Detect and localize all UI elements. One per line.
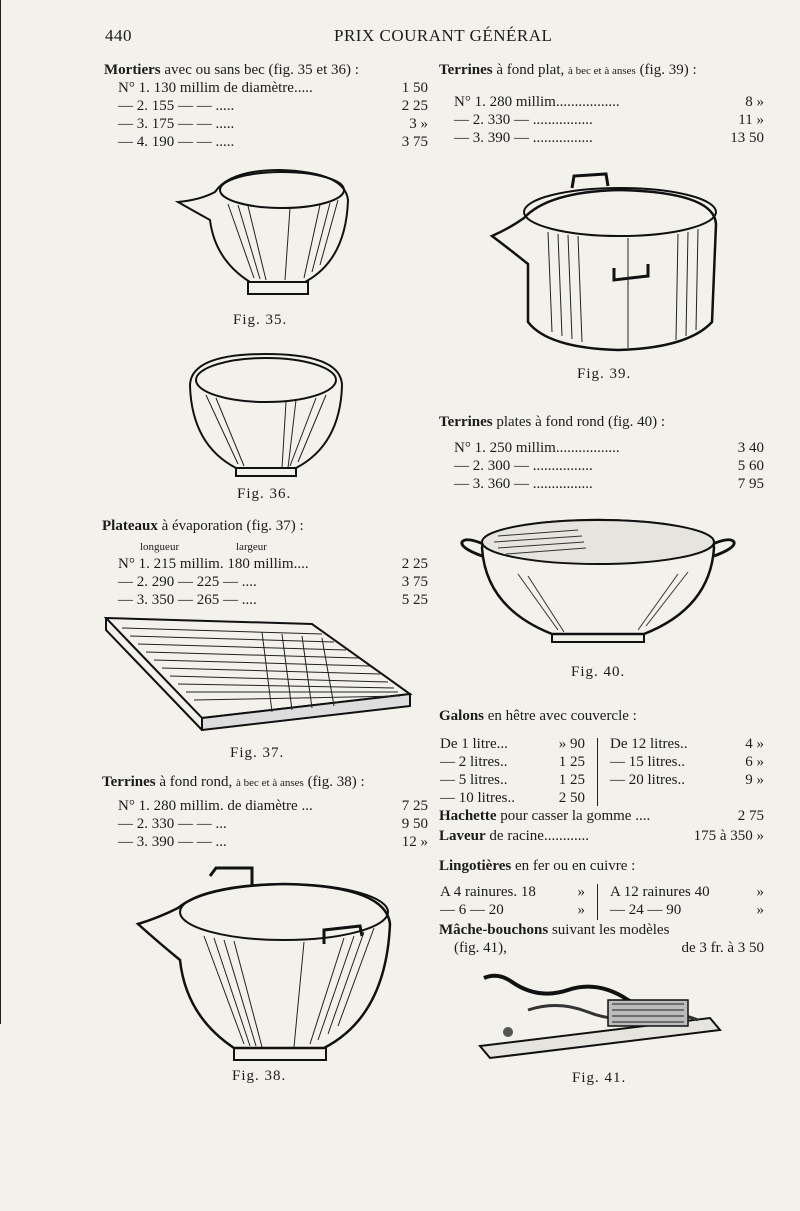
lingotieres-right-price-1: »	[756, 884, 764, 900]
mortiers-item-4: — 4. 190 — — .....	[118, 134, 235, 150]
plateaux-item-1: N° 1. 215 millim. 180 millim....	[118, 556, 309, 572]
galons-right-item-1: De 12 litres..	[610, 736, 688, 752]
figure-caption-40: Fig. 40.	[571, 664, 626, 680]
mortiers-item-2: — 2. 155 — — .....	[118, 98, 235, 114]
terrines-plat-item-1: N° 1. 280 millim.................	[454, 94, 620, 110]
lingotieres-heading: Lingotières en fer ou en cuivre :	[439, 858, 636, 874]
page-number: 440	[105, 26, 132, 45]
terrines-rond-item-3: — 3. 390 — — ...	[118, 834, 227, 850]
galons-right-price-2: 6 »	[745, 754, 764, 770]
laveur-line: Laveur de racine............	[439, 828, 589, 844]
terrines-plates-item-3: — 3. 360 — ................	[454, 476, 593, 492]
lingotieres-left-price-1: »	[577, 884, 585, 900]
terrines-plates-price-3: 7 95	[737, 476, 764, 492]
lingotieres-right-price-2: »	[756, 902, 764, 918]
column-header-largeur: largeur	[236, 541, 267, 553]
terrines-rond-price-2: 9 50	[401, 816, 428, 832]
plateaux-price-2: 3 75	[401, 574, 428, 590]
terrines-plates-heading: Terrines plates à fond rond (fig. 40) :	[439, 414, 666, 430]
galons-right-price-1: 4 »	[745, 736, 764, 752]
plateaux-heading: Plateaux à évaporation (fig. 37) :	[102, 518, 304, 534]
galons-left-price-2: 1 25	[558, 754, 585, 770]
terrines-plat-item-2: — 2. 330 — ................	[454, 112, 593, 128]
galons-left-price-3: 1 25	[558, 772, 585, 788]
terrines-plates-price-2: 5 60	[737, 458, 764, 474]
plateaux-item-2: — 2. 290 — 225 — ....	[118, 574, 257, 590]
terrines-plat-price-3: 13 50	[730, 130, 764, 146]
lingotieres-right-item-2: — 24 — 90	[610, 902, 682, 918]
galons-left-item-3: — 5 litres..	[440, 772, 508, 788]
hachette-price: 2 75	[737, 808, 764, 824]
mortar-with-spout-illustration	[170, 160, 360, 300]
galons-left-item-4: — 10 litres..	[440, 790, 515, 806]
galons-heading: Galons en hêtre avec couvercle :	[439, 708, 637, 724]
lingotieres-right-item-1: A 12 rainures 40	[610, 884, 710, 900]
mortiers-price-3: 3 »	[409, 116, 428, 132]
lingotieres-left-item-1: A 4 rainures. 18	[440, 884, 536, 900]
figure-caption-35: Fig. 35.	[233, 312, 288, 328]
terrines-plat-heading: Terrines à fond plat, à bec et à anses (fig. 39) :	[439, 62, 697, 78]
lingotieres-left-item-2: — 6 — 20	[440, 902, 504, 918]
galons-right-price-3: 9 »	[745, 772, 764, 788]
terrines-plat-price-2: 11 »	[738, 112, 764, 128]
flat-terrine-illustration	[488, 172, 720, 357]
galons-left-item-1: De 1 litre...	[440, 736, 508, 752]
evaporation-tray-illustration	[102, 614, 414, 734]
mortiers-price-2: 2 25	[401, 98, 428, 114]
plateaux-price-1: 2 25	[401, 556, 428, 572]
terrines-plates-price-1: 3 40	[737, 440, 764, 456]
figure-caption-41: Fig. 41.	[572, 1070, 627, 1086]
terrines-plates-item-2: — 2. 300 — ................	[454, 458, 593, 474]
terrines-rond-item-1: N° 1. 280 millim. de diamètre ...	[118, 798, 313, 814]
terrines-rond-item-2: — 2. 330 — — ...	[118, 816, 227, 832]
terrines-rond-price-1: 7 25	[401, 798, 428, 814]
galons-right-item-3: — 20 litres..	[610, 772, 685, 788]
hachette-line: Hachette pour casser la gomme ....	[439, 808, 651, 824]
mache-bouchons-heading: Mâche-bouchons suivant les modèles	[439, 922, 670, 938]
galons-left-price-1: » 90	[558, 736, 585, 752]
plateaux-price-3: 5 25	[401, 592, 428, 608]
laveur-price: 175 à 350 »	[693, 828, 764, 844]
terrines-plat-item-3: — 3. 390 — ................	[454, 130, 593, 146]
mortiers-item-1: N° 1. 130 millim de diamètre.....	[118, 80, 313, 96]
terrines-rond-heading: Terrines à fond rond, à bec et à anses (fig. 38) :	[102, 774, 365, 790]
cork-press-illustration	[478, 970, 728, 1060]
column-divider	[0, 0, 1, 1024]
column-header-longueur: longueur	[140, 541, 180, 553]
lingotieres-column-divider	[597, 884, 598, 920]
figure-caption-37: Fig. 37.	[230, 745, 285, 761]
mortiers-price-1: 1 50	[401, 80, 428, 96]
page-title: PRIX COURANT GÉNÉRAL	[334, 26, 553, 45]
galons-left-price-4: 2 50	[558, 790, 585, 806]
mortiers-price-4: 3 75	[401, 134, 428, 150]
mache-bouchons-price: de 3 fr. à 3 50	[681, 940, 764, 956]
galons-right-item-2: — 15 litres..	[610, 754, 685, 770]
mortiers-heading: Mortiers avec ou sans bec (fig. 35 et 36) :	[104, 62, 359, 78]
terrines-rond-price-3: 12 »	[401, 834, 428, 850]
figure-caption-39: Fig. 39.	[577, 366, 632, 382]
mortiers-item-3: — 3. 175 — — .....	[118, 116, 235, 132]
terrines-plates-item-1: N° 1. 250 millim.................	[454, 440, 620, 456]
round-terrine-illustration	[134, 866, 394, 1066]
plateaux-item-3: — 3. 350 — 265 — ....	[118, 592, 257, 608]
terrines-plat-price-1: 8 »	[745, 94, 764, 110]
figure-caption-36: Fig. 36.	[237, 486, 292, 502]
galons-left-item-2: — 2 litres..	[440, 754, 508, 770]
shallow-terrine-illustration	[458, 512, 738, 652]
galons-column-divider	[597, 738, 598, 806]
lingotieres-left-price-2: »	[577, 902, 585, 918]
mache-bouchons-fig-ref: (fig. 41),	[454, 940, 507, 956]
figure-caption-38: Fig. 38.	[232, 1068, 287, 1084]
mortar-bowl-illustration	[186, 350, 346, 480]
